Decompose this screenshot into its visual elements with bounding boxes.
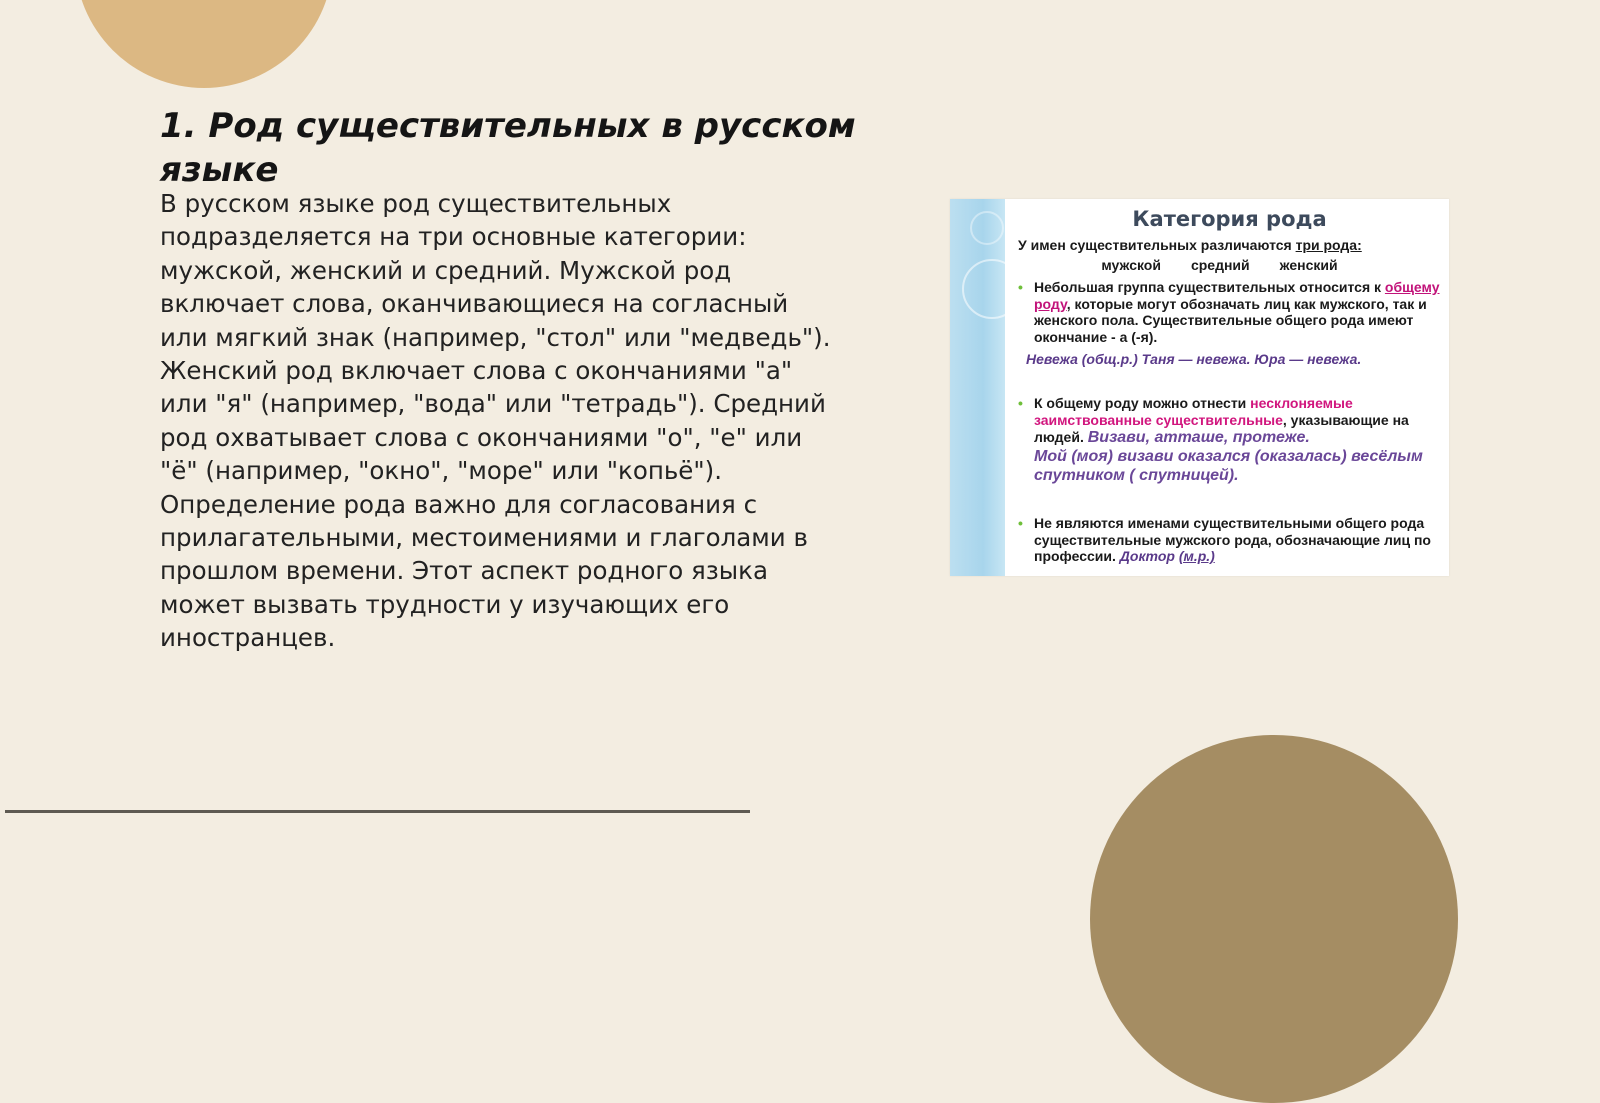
decorative-circle-bottom [1090,735,1458,1103]
image-intro: У имен существительных различаются три рода: [1018,237,1362,253]
gender-category-image [950,199,1449,576]
decorative-circle-top [75,0,333,88]
slide-body-text: В русском языке род существительных подразделяется на три основные категории: мужской, женский и средний. Мужской род включает слова, оканчивающиеся на согласный или мягкий знак (например, "стол" или "медведь"). Женский род включает слова с окончаниями "а" или "я" (например, "вода" или "тетрадь"). Средний род охватывает слова с окончаниями "о", "е" или "ё" (например, "окно", "море" или "копьё"). Определение рода важно для согласования с прилагательными, местоимениями и глаголами в прошлом времени. Этот аспект родного языка может вызвать трудности у изучающих его иностранцев. [160,189,831,653]
image-bullet-2-example: Мой (моя) визави оказался (оказалась) весёлым спутником ( спутницей). [1034,448,1423,484]
image-bullet-3: • Не являются именами существительными общего рода существительные мужского рода, обозначающие лиц по профессии. Доктор (м.р.) [1018,515,1441,565]
gender-masculine: мужской [1101,257,1161,273]
image-side-strip [950,199,1005,576]
divider-line [5,810,750,813]
slide-title: 1. Род существительных в русском языке [160,106,856,190]
image-intro-underlined: три рода: [1295,237,1362,253]
image-bullet-2: • К общему роду можно отнести несклоняемые заимствованные существительные, указывающие на людей. Визави, атташе, протеже. Мой (моя) визави оказался (оказалась) весёлым спутником ( спутницей). [1018,395,1441,485]
image-bullet-1: • Небольшая группа существительных относится к общему роду, которые могут обозначать лиц как мужского, так и женского пола. Существительные общего рода имеют окончание - а (-я). [1018,279,1441,345]
gender-neuter: средний [1190,257,1250,273]
image-genders [1018,257,1441,273]
image-bullet-1-example: Невежа (общ.р.) Таня — невежа. Юра — невежа. [1026,351,1362,367]
image-title: Категория рода [1132,207,1327,231]
gender-feminine: женский [1279,257,1338,273]
image-content [1018,199,1441,576]
